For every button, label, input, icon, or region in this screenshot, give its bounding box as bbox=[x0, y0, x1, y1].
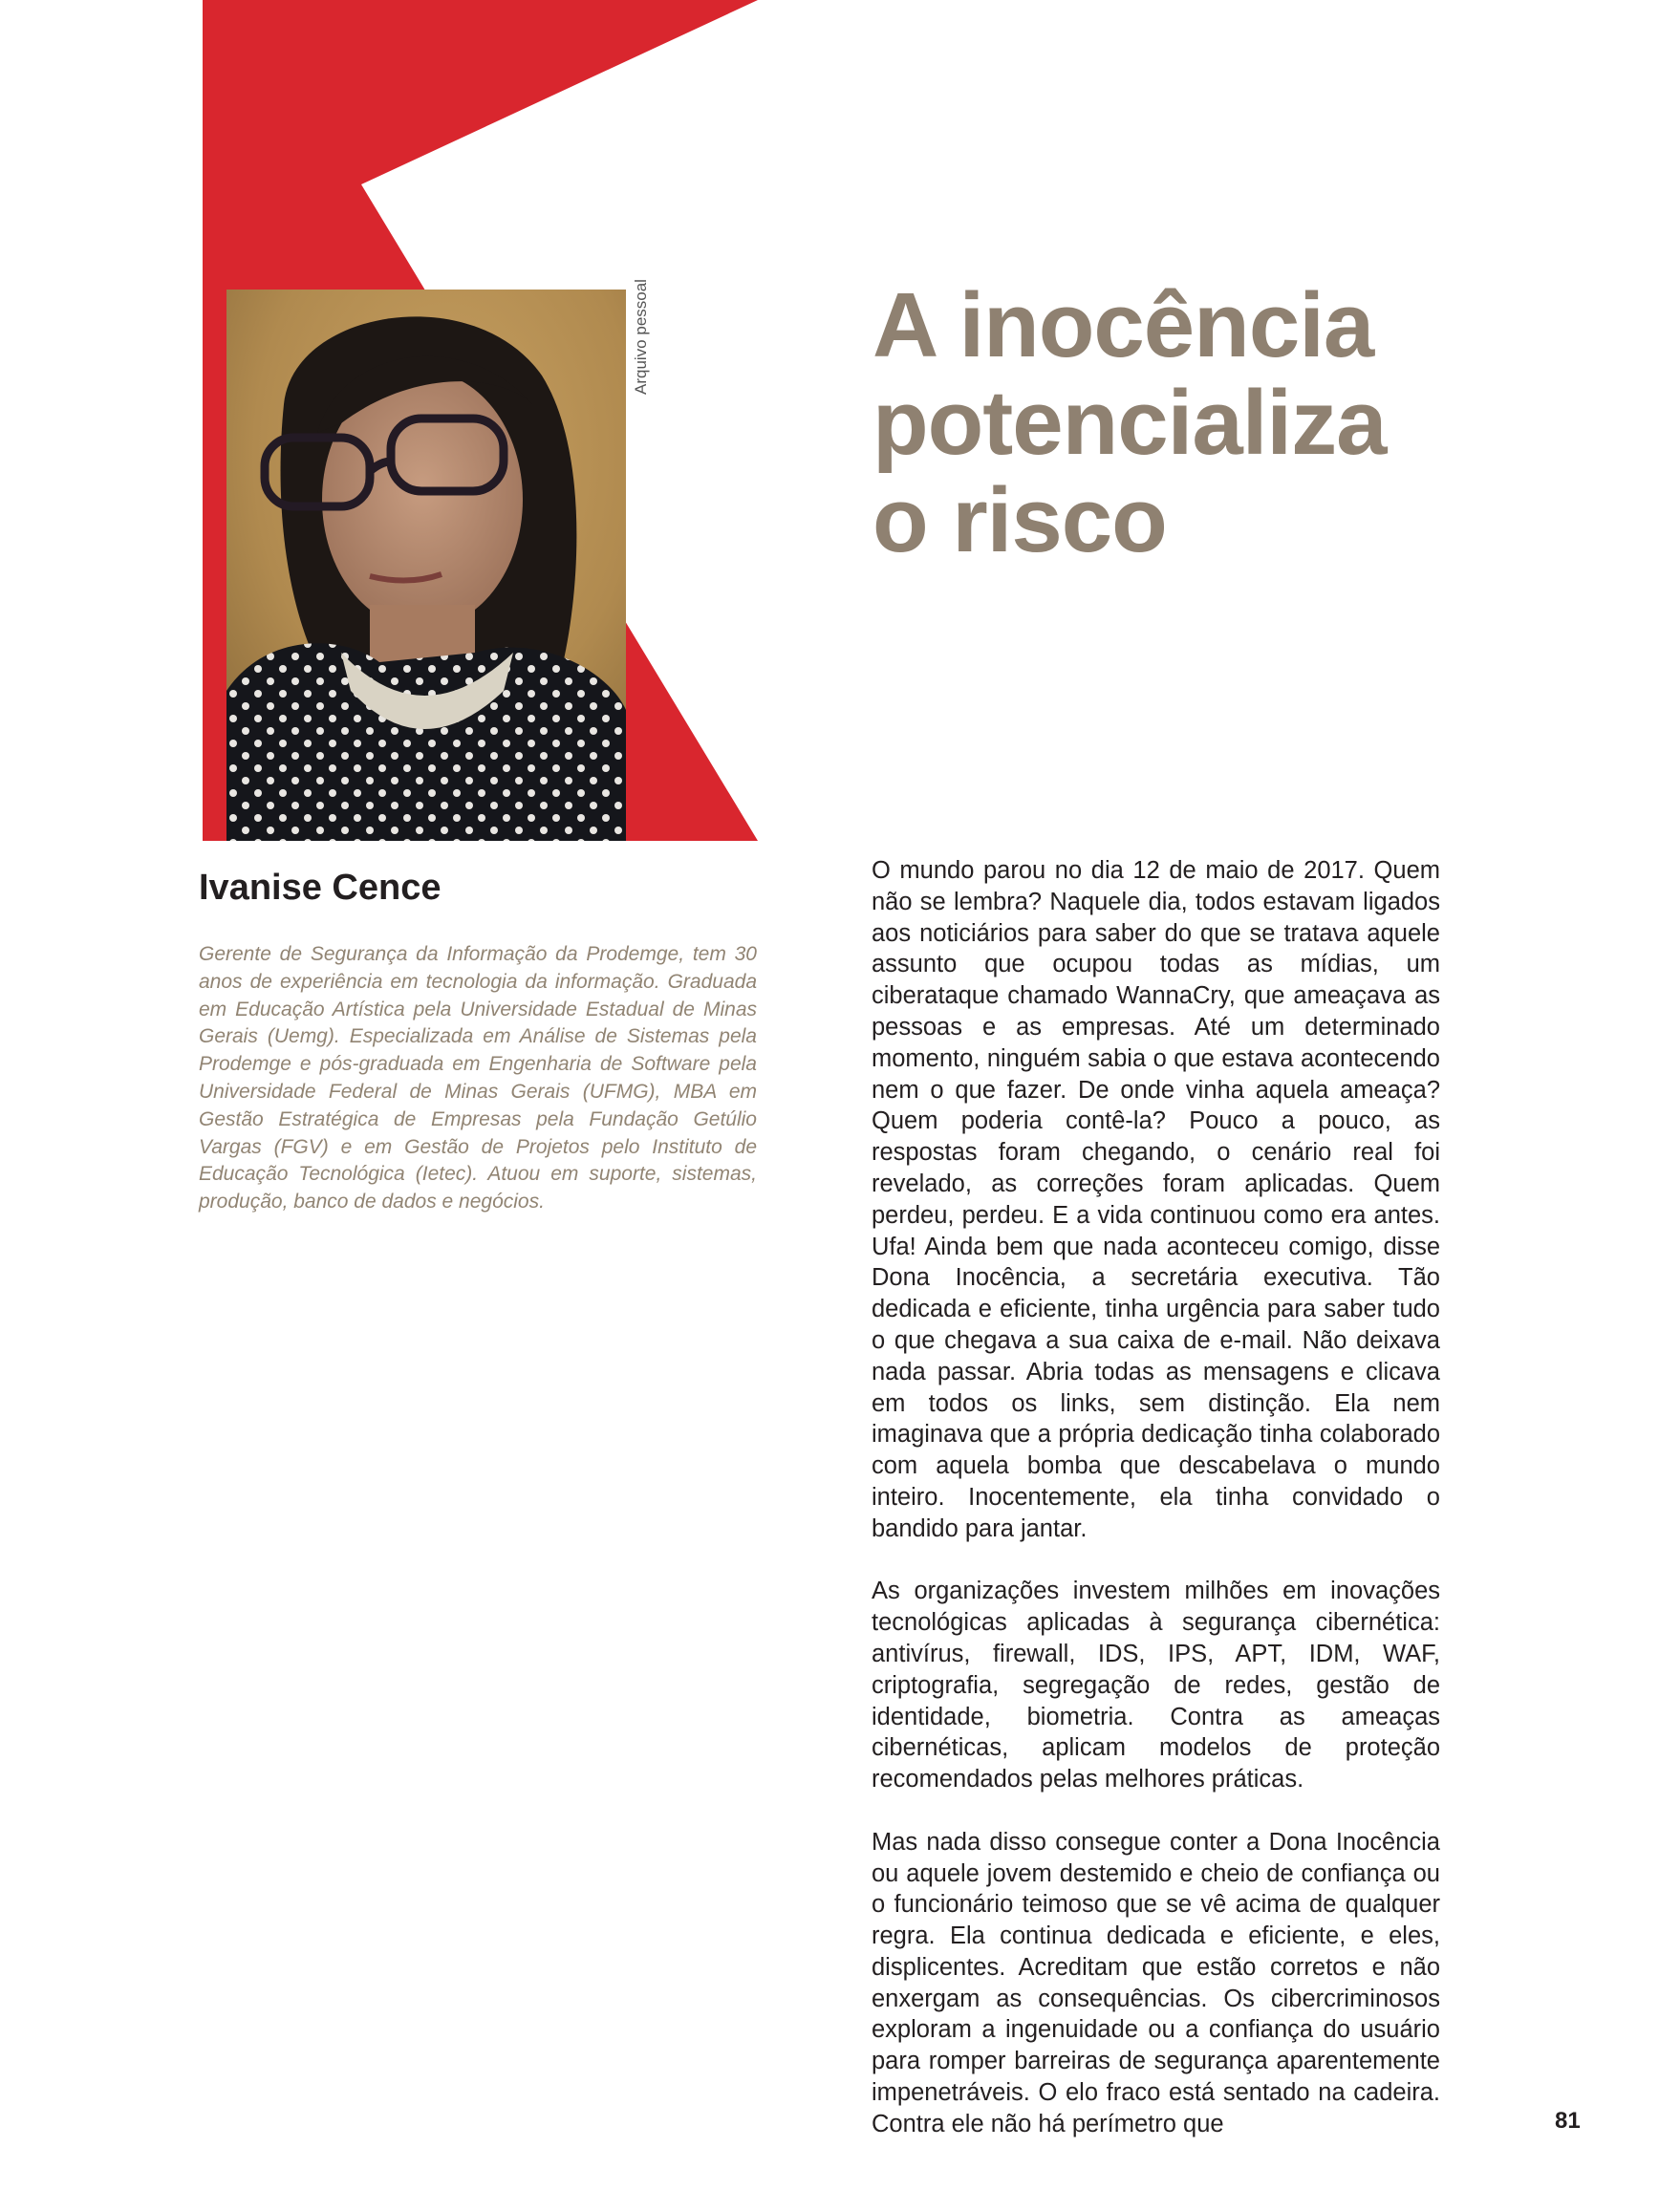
article-title bbox=[873, 274, 1446, 571]
article-paragraph: Mas nada disso consegue conter a Dona Inocência ou aquele jovem destemido e cheio de confiança ou o funcionário teimoso que se vê acima de qualquer regra. Ela continua dedicada e eficiente, e eles, displicentes. Acreditam que estão corretos e não enxergam as consequências. Os cibercriminosos exploram a ingenuidade ou a confiança do usuário para romper barreiras de segurança aparentemente impenetráveis. O elo fraco está sentado na cadeira. Contra ele não há perímetro que bbox=[872, 1828, 1440, 2137]
page-number: 81 bbox=[1555, 2108, 1581, 2134]
title-line: potencializa bbox=[873, 372, 1387, 474]
article-paragraph: As organizações investem milhões em inovações tecnológicas aplicadas à segurança cibernética: antivírus, firewall, IDS, IPS, APT, IDM, WAF, criptografia, segregação de redes, gestão de identidade, biometria. Contra as ameaças cibernéticas, aplicam modelos de proteção recomendados pelas melhores práticas. bbox=[872, 1578, 1440, 1793]
author-name: Ivanise Cence bbox=[199, 868, 442, 908]
article-paragraph: O mundo parou no dia 12 de maio de 2017. Quem não se lembra? Naquele dia, todos estavam ligados aos noticiários para saber do que se tratava aquele assunto que ocupou todas as mídias, um ciberataque chamado WannaCry, que ameaçava as pessoas e as empresas. Até um determinado momento, ninguém sabia o que estava acontecendo nem o que fazer. De onde vinha aquela ameaça? Quem poderia contê-la? Pouco a pouco, as respostas foram chegando, o cenário real foi revelado, as correções foram aplicadas. Quem perdeu, perdeu. E a vida continuou como era antes. Ufa! Ainda bem que nada aconteceu comigo, disse Dona Inocência, a secretária executiva. Tão dedicada e eficiente, tinha urgência para saber tudo o que chegava a sua caixa de e-mail. Não deixava nada passar. Abria todas as mensagens e clicava em todos os links, sem distinção. Ela nem imaginava que a própria dedicação tinha colaborado com aquela bomba que descabelava o mundo inteiro. Inocentemente, ela tinha convidado o bandido para jantar. bbox=[872, 857, 1440, 1542]
portrait-photo-icon bbox=[226, 290, 626, 841]
photo-credit: Arquivo pessoal bbox=[632, 279, 650, 395]
author-photo bbox=[226, 290, 626, 841]
article-body bbox=[872, 855, 1440, 2171]
title-line: o risco bbox=[873, 469, 1167, 571]
author-bio: Gerente de Segurança da Informação da Prodemge, tem 30 anos de experiência em tecnologia da informação. Graduada em Educação Artística pela Universidade Estadual de Minas Gerais (Uemg). Especializada em Análise de Sistemas pela Prodemge e pós-graduada em Engenharia de Software pela Universidade Federal de Minas Gerais (UFMG), MBA em Gestão Estratégica de Empresas pela Fundação Getúlio Vargas (FGV) e em Gestão de Projetos pelo Instituto de Educação Tecnológica (Ietec). Atuou em suporte, sistemas, produção, banco de dados e negócios. bbox=[199, 943, 757, 1213]
title-line: A inocência bbox=[873, 274, 1374, 376]
